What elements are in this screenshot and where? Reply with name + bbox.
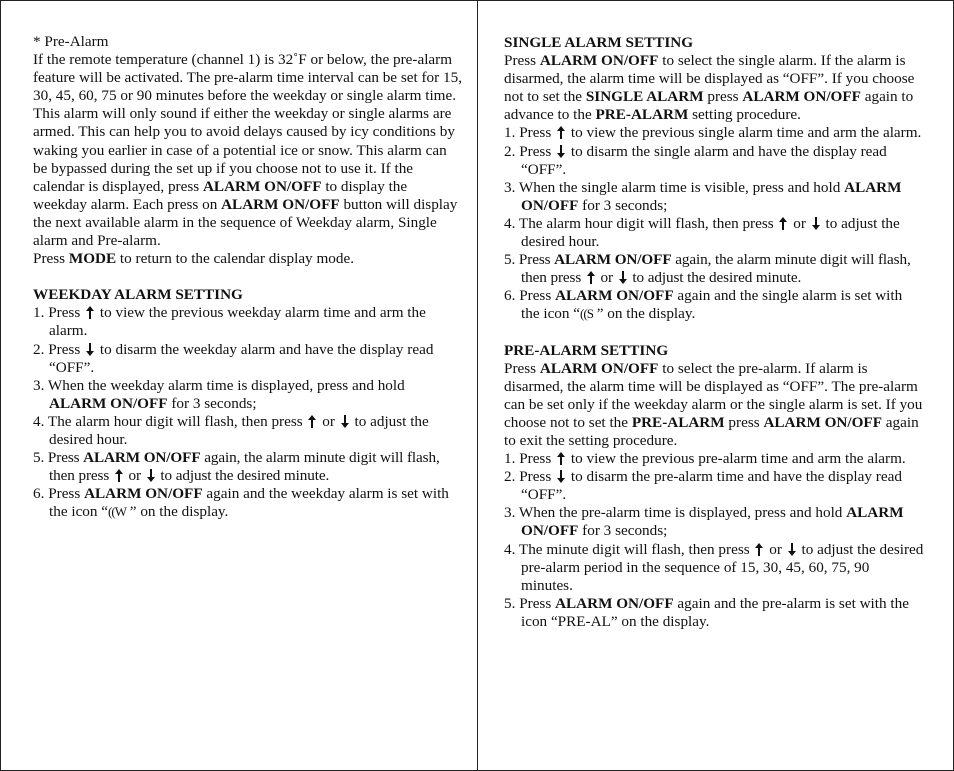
pre-alarm-step-2: 2. Press to disarm the pre-alarm time and have the display read “OFF”. <box>504 468 902 504</box>
pre-alarm-steps <box>504 450 924 631</box>
up-arrow-icon <box>306 415 318 428</box>
weekday-step-2: 2. Press to disarm the weekday alarm and have the display read “OFF”. <box>33 340 434 376</box>
column-divider <box>477 0 478 771</box>
weekday-step-4: 4. The alarm hour digit will flash, then press or to adjust the desired hour. <box>33 412 429 448</box>
up-arrow-icon <box>585 271 597 284</box>
up-arrow-icon <box>777 217 789 230</box>
pre-alarm-heading: PRE-ALARM SETTING <box>504 341 669 359</box>
down-arrow-icon <box>145 469 157 482</box>
pre-alarm-step-3: 3. When the pre-alarm time is displayed, press and hold ALARM ON/OFF for 3 seconds; <box>504 504 904 540</box>
pre-alarm-paragraph-3: Press MODE to return to the calendar display mode. <box>33 250 354 268</box>
up-arrow-icon <box>113 469 125 482</box>
down-arrow-icon <box>555 145 567 158</box>
weekday-step-3: 3. When the weekday alarm time is displayed, press and hold ALARM ON/OFF for 3 seconds; <box>33 376 405 412</box>
pre-alarm-paragraph-2: This alarm will only sound if either the weekday or single alarms are armed. This can help you to avoid delays caused by icy conditions by waking you earlier in case of a potential ice or snow. This alarm can be bypassed during the set up if you choose not to use it. If the calendar is displayed, press ALARM ON/OFF to display the weekday alarm. Each press on ALARM ON/OFF button will display the next available alarm in the sequence of Weekday alarm, Single alarm and Pre-alarm. <box>33 105 458 250</box>
single-step-5: 5. Press ALARM ON/OFF again, the alarm minute digit will flash, then press or to adjust the desired minute. <box>504 251 911 287</box>
up-arrow-icon <box>84 306 96 319</box>
weekday-alarm-bell-icon: ((W <box>108 504 126 520</box>
single-alarm-heading: SINGLE ALARM SETTING <box>504 34 694 51</box>
single-alarm-intro: Press ALARM ON/OFF to select the single alarm. If the alarm is disarmed, the alarm time will be displayed as “OFF”. If you choose not to set the SINGLE ALARM press ALARM ON/OFF again to advance to the PRE-ALARM setting procedure. <box>504 52 915 124</box>
single-step-1: 1. Press to view the previous single alarm time and arm the alarm. <box>504 124 922 142</box>
up-arrow-icon <box>555 126 567 139</box>
single-step-2: 2. Press to disarm the single alarm and have the display read “OFF”. <box>504 142 887 178</box>
weekday-steps <box>33 304 463 521</box>
weekday-step-5: 5. Press ALARM ON/OFF again, the alarm minute digit will flash, then press or to adjust the desired minute. <box>33 449 440 485</box>
single-steps <box>504 124 924 323</box>
down-arrow-icon <box>810 217 822 230</box>
down-arrow-icon <box>339 415 351 428</box>
single-step-3: 3. When the single alarm time is visible, press and hold ALARM ON/OFF for 3 seconds; <box>504 178 902 214</box>
single-step-4: 4. The alarm hour digit will flash, then press or to adjust the desired hour. <box>504 214 900 251</box>
up-arrow-icon <box>753 543 765 556</box>
pre-alarm-title: * Pre-Alarm <box>33 33 109 50</box>
down-arrow-icon <box>786 543 798 556</box>
weekday-step-6: 6. Press ALARM ON/OFF again and the weekday alarm is set with the icon “((W ” on the display. <box>33 485 449 521</box>
pre-alarm-intro: Press ALARM ON/OFF to select the pre-alarm. If alarm is disarmed, the alarm time will be displayed as “OFF”. The pre-alarm can be set only if the weekday alarm or the single alarm is set. If you choose not to set the PRE-ALARM press ALARM ON/OFF again to exit the setting procedure. <box>504 359 923 449</box>
left-column <box>33 0 463 521</box>
up-arrow-icon <box>555 452 567 465</box>
single-alarm-bell-icon: ((S <box>580 306 593 322</box>
right-column <box>504 0 924 631</box>
pre-alarm-step-5: 5. Press ALARM ON/OFF again and the pre-alarm is set with the icon “PRE-AL” on the display. <box>504 594 909 630</box>
single-step-6: 6. Press ALARM ON/OFF again and the single alarm is set with the icon “((S ” on the display. <box>504 287 903 323</box>
pre-alarm-step-4: 4. The minute digit will flash, then press or to adjust the desired pre-alarm period in the sequence of 15, 30, 45, 60, 75, 90 minutes. <box>504 540 924 594</box>
pre-alarm-paragraph-1: If the remote temperature (channel 1) is 32˚F or below, the pre-alarm feature will be activated. The pre-alarm time interval can be set for 15, 30, 45, 60, 75 or 90 minutes before the weekday or single alarm time. <box>33 51 462 105</box>
down-arrow-icon <box>617 271 629 284</box>
down-arrow-icon <box>555 470 567 483</box>
down-arrow-icon <box>84 343 96 356</box>
weekday-step-1: 1. Press to view the previous weekday alarm time and arm the alarm. <box>33 304 426 340</box>
weekday-alarm-heading: WEEKDAY ALARM SETTING <box>33 286 243 304</box>
pre-alarm-step-1: 1. Press to view the previous pre-alarm time and arm the alarm. <box>504 450 906 468</box>
